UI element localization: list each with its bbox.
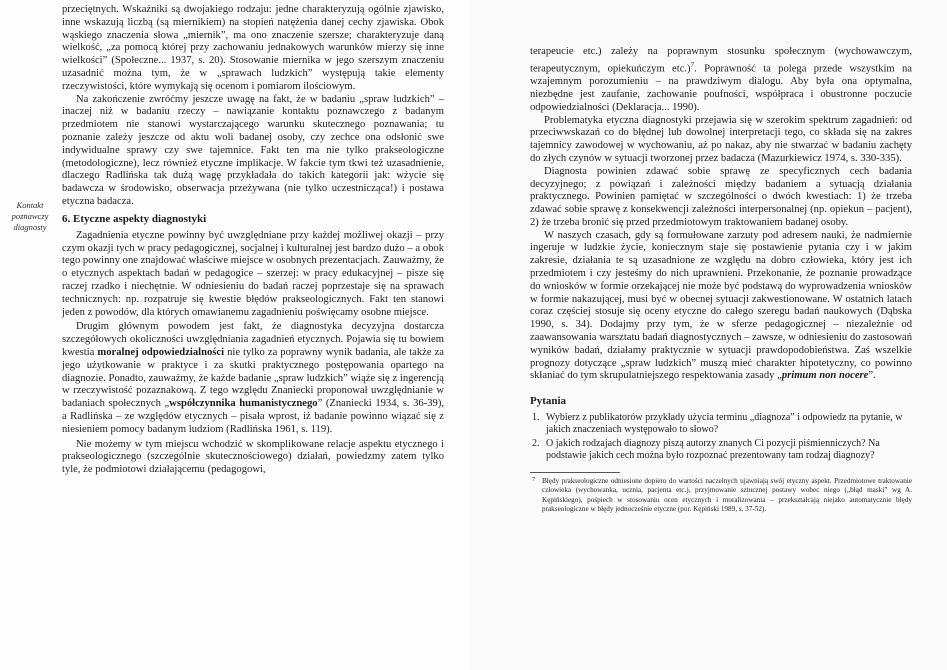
left-p4-bold-term-2: współczynnika humanistycznego [169, 398, 318, 410]
right-paragraph-4 [530, 230, 912, 384]
footnote-mark: 7 [532, 476, 536, 484]
left-paragraph-4 [62, 321, 444, 436]
question-text: Wybierz z publikatorów przykłady użycia terminu „diagnoza” i odpowiedz na pytanie, w jakich znaczeniach występowało to słowo? [546, 412, 903, 436]
left-p4-bold-term-1: moralnej odpowiedzialności [97, 346, 225, 358]
left-p4-text-c: nie tylko za poprawny wynik badania, ale także za jego użytkowanie w praktyce i za skutki praktycznego postępowania opartego na diagnozie. Ponadto, zauważmy, że każde badanie „spraw ludzkich” wiąże się z ingerencją w rzeczywistość pozaznakową. Z tego względu Znaniecki proponował uwzględnianie w badaniach społecznych „ [62, 346, 445, 410]
footnote-divider [530, 472, 620, 473]
footnote [530, 477, 912, 514]
left-paragraph-5: Nie możemy w tym miejscu wchodzić w skomplikowane relacje aspektu etycznego i prakseologicznego (szczególnie skutecznościowego) działań, powiedzmy zatem tylko tyle, że podmiotowi działającemu (pedagogowi, [62, 438, 444, 476]
right-p1-text-b: . Poprawność ta polega przede wszystkim na wzajemnym porozumieniu – na prawdziwym dialogu. Aby była ona optymalna, niezbędne jest zaufanie, zachowanie poufności, współpraca i obustronne poczucie odpowiedzialności (Deklaracja... 1990). [530, 63, 912, 113]
right-page-text [530, 46, 912, 514]
footnote-text: Błędy prakseologiczne odniesione dopiero do wartości naczelnych ujawniają swój etyczny aspekt. Przedmiotowe traktowanie człowieka (wychowanka, ucznia, pacjenta etc.), przyjmowanie sztucznej postawy wobec niego („błąd maski” wg A. Kępińskiego), pośpiech w stosowaniu ocen etycznych i moralizowania – przekształcają niejako automatycznie błędy prakseologiczne w błędy jednocześnie etyczne (por. Kępiński 1989, s. 37-52). [542, 477, 912, 513]
right-p1-text-a: terapeucie etc.) zależy na poprawnym stosunku społecznym (wychowawczym, terapeutycznym, opiekuńczym etc.) [530, 46, 912, 75]
left-paragraph-2: Na zakończenie zwróćmy jeszcze uwagę na fakt, że w badaniu „spraw ludzkich” – inaczej niż w badaniu rzeczy – nawiązanie kontaktu poznawczego z badanym przedmiotem nie stanowi wystarczającego warunku skutecznego poznawania; tu poznanie zależy jeszcze od aktu woli badanej osoby, czy zechce ona odsłonić swe indywidualne sprawy czy swe tajemnice. Fakt ten ma nie tylko prakseologiczne (metodologiczne), lecz również etyczne implikacje. W fakcie tym tkwi też uzasadnienie, dlaczego Radlińska tak dużą wagę przykładała do takich kategorii jak: wżycie się badawcza w środowisko, obserwacja przeżywana (nie tylko uczestnicząca!) i postawa etyczna badacza. [62, 93, 444, 207]
question-item [530, 412, 912, 436]
footnote-reference: 7 [690, 60, 695, 69]
margin-note-line-1: Kontakt [16, 200, 44, 210]
left-page [0, 0, 470, 670]
section-heading: 6. Etyczne aspekty diagnostyki [62, 212, 207, 225]
left-paragraph-3: Zagadnienia etyczne powinny być uwzględniane przy każdej możliwej okazji – przy czym okazji tych w pracy pedagogicznej, socjalnej i kulturalnej jest bardzo dużo – a obok tego powinny one znajdować właściwe miejsce w osobnych prezentacjach. Zauważmy, że o etycznych aspektach badań w pedagogice – szerzej: w pracy edukacyjnej – pisze się raczej rzadko i niechętnie. W odniesieniu do badań raczej poprzestaje się na sprawach technicznych: np. rozpatruje się kwestie błędów prakseologicznych. Fakt ten stanowi jeden z powodów, dla których omawianemu zagadnieniu poświęcamy osobne miejsce. [62, 229, 444, 318]
right-p4-text-a: W naszych czasach, gdy są formułowane zarzuty pod adresem nauki, że nadmiernie ingeruje w ludzkie życie, koniecznym staje się postawienie pytania czy i w jakim zakresie, działania te są uzasadnione ze względu na dobro człowieka, który jest ich przedmiotem i czy jesteśmy do nich uprawnieni. Przekonanie, że poznanie prowadzące do wniosków w formie orzekającej nie może być podstawą do wyprowadzenia wniosków w formie nakazującej, musi być w obecnej sytuacji zakwestionowane. W ostatnich latach coraz częściej stosuje się oceny etyczne do całego szeregu badań naukowych (Dąbska 1990, s. 34). Dodajmy przy tym, że w sferze pedagogicznej – niezależnie od zaawansowania warsztatu badań diagnostycznych – zawsze, w odniesieniu do zastosowań wyników badań, działamy praktycznie w sytuacji prawdopodobieństwa. Zaś wszelkie prognozy dotyczące „spraw ludzkich” muszą mieć charakter hipotetyczny, co powinno skłaniać do tym skrupulatniejszego respektowania zasady „ [530, 229, 912, 382]
questions-heading: Pytania [530, 395, 567, 408]
question-number: 2. [532, 438, 540, 450]
question-item [530, 438, 912, 462]
right-p4-latin-phrase: primum non nocere [781, 370, 869, 382]
left-p4-text-a: Drugim głównym powodem jest fakt, że diagnostyka decyzyjna dostarcza szczegółowych okoliczności uwzględniania zagadnień etycznych. Pojawia się tu bowiem kwestia [62, 321, 444, 358]
right-paragraph-1 [530, 46, 912, 115]
question-number: 1. [532, 412, 540, 424]
question-text: O jakich rodzajach diagnozy piszą autorzy znanych Ci pozycji piśmienniczych? Na podstawie jakich cech można było rozpoznać prezentowany tam rodzaj diagnozy? [546, 438, 880, 462]
right-paragraph-2: Problematyka etyczna diagnostyki przejawia się w szerokim spektrum zagadnień: od przeciwwskazań co do błędnej lub dowolnej interpretacji tego, co składa się na zakres tajemnicy zawodowej w wychowaniu, aż po nakaz, aby nie stwarzać w badaniu zachęty do złych czynów w sytuacji tworzonej przez badacza (Mazurkiewicz 1974, s. 330-335). [530, 114, 912, 164]
margin-note-line-3: diagnosty [13, 222, 47, 232]
margin-note-line-2: poznawczy [11, 211, 49, 221]
left-p4-text-e: ” (Znaniecki 1934, s. 36-39), a Radlińska – ze względów etycznych – pisała wprost, iż badanie powinno wiązać się z niesieniem pomocy badanym ludziom (Radlińska 1961, s. 119). [62, 398, 444, 435]
left-page-text [62, 4, 444, 477]
right-p4-text-b: ”. [868, 370, 876, 382]
left-paragraph-1: przeciętnych. Wskaźniki są dwojakiego rodzaju: jedne charakteryzują ogólnie zjawisko, inne wskazują liczbą (są miernikiem) na stopień natężenia danej cechy zjawiska. Obok wąskiego znaczenia słowa „miernik”, ma ono znaczenie szersze; charakteryzuje daną wielkość, „za pomocą której przy zachowaniu jednakowych warunków mierzy się inne wielkości” (Społeczne... 1937, s. 20). Stosowanie miernika w jego szerszym znaczeniu uzasadnić można tym, że w „sprawach ludzkich” występują takie elementy rzeczywistości, które wymykają się ocenom i pomiarom ilościowym. [62, 4, 444, 92]
right-paragraph-3: Diagnosta powinien zdawać sobie sprawę ze specyficznych cech badania decyzyjnego; z powiązań i zależności między badaniem a sytuacją działania praktycznego. Powinien pamiętać w szczególności o dwóch kwestiach: 1) że trzeba zdawać sobie sprawę z konsekwencji zależności interpersonalnej (np. opiekun – pacjent), 2) że trzeba bronić się przed przedmiotowym traktowaniem badanej osoby. [530, 165, 912, 228]
questions-list [530, 412, 912, 462]
right-page [470, 0, 947, 670]
margin-note [4, 200, 56, 233]
